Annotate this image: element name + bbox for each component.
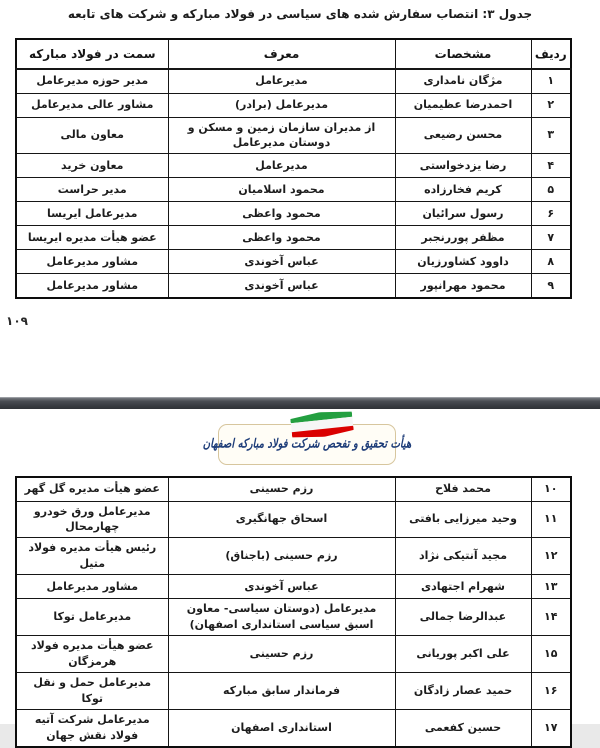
cell-name: حسین کفعمی xyxy=(395,709,531,746)
cell-position: مدیرعامل ایریسا xyxy=(16,202,168,226)
cell-introducer: عباس آخوندی xyxy=(168,274,395,298)
cell-row-number: ۱۲ xyxy=(531,538,571,575)
table-row xyxy=(16,274,571,298)
cell-introducer: فرماندار سابق مبارکه xyxy=(168,673,395,710)
cell-position: عضو هیأت مدیره ایریسا xyxy=(16,226,168,250)
page-separator-bar xyxy=(0,397,600,409)
cell-position: معاون مالی xyxy=(16,117,168,154)
cell-position: مدیرعامل شرکت آتیه فولاد نقش جهان xyxy=(16,709,168,746)
cell-position: عضو هیأت مدیره گل گهر xyxy=(16,477,168,501)
cell-name: احمدرضا عظیمیان xyxy=(395,93,531,117)
page-number: ۱۰۹ xyxy=(6,314,28,328)
cell-name: وحید میرزایی بافتی xyxy=(395,501,531,538)
cell-name: علی اکبر پوریانی xyxy=(395,636,531,673)
header-cell-row-number: ردیف xyxy=(531,39,571,69)
table-row xyxy=(16,599,571,636)
appointments-table-1 xyxy=(15,38,572,299)
committee-logo-text: هیأت تحقیق و تفحص شرکت فولاد مبارکه اصفهان xyxy=(202,437,412,452)
cell-introducer: مدیرعامل xyxy=(168,154,395,178)
cell-row-number: ۱۳ xyxy=(531,575,571,599)
cell-position: عضو هیأت مدیره فولاد هرمزگان xyxy=(16,636,168,673)
table-row xyxy=(16,575,571,599)
cell-position: مشاور مدیرعامل xyxy=(16,274,168,298)
table-row xyxy=(16,226,571,250)
cell-row-number: ۱۴ xyxy=(531,599,571,636)
cell-introducer: محمود واعظی xyxy=(168,202,395,226)
cell-introducer: رزم حسینی xyxy=(168,636,395,673)
cell-row-number: ۶ xyxy=(531,202,571,226)
committee-logo xyxy=(202,424,412,465)
cell-name: مظفر پوررنجبر xyxy=(395,226,531,250)
cell-introducer: محمود واعظی xyxy=(168,226,395,250)
cell-row-number: ۹ xyxy=(531,274,571,298)
cell-introducer: استانداری اصفهان xyxy=(168,709,395,746)
cell-row-number: ۷ xyxy=(531,226,571,250)
page-title: جدول ۳: انتصاب سفارش شده های سیاسی در فولاد مبارکه و شرکت های تابعه xyxy=(67,7,533,21)
header-cell-introducer: معرف xyxy=(168,39,395,69)
cell-introducer: مدیرعامل (دوستان سیاسی- معاون اسبق سیاسی استانداری اصفهان) xyxy=(168,599,395,636)
cell-introducer: عباس آخوندی xyxy=(168,575,395,599)
cell-name: شهرام اجتهادی xyxy=(395,575,531,599)
cell-position: معاون خرید xyxy=(16,154,168,178)
cell-row-number: ۲ xyxy=(531,93,571,117)
cell-introducer: محمود اسلامیان xyxy=(168,178,395,202)
cell-name: محسن رضیعی xyxy=(395,117,531,154)
table-row xyxy=(16,673,571,710)
table-row xyxy=(16,709,571,746)
cell-name: رضا یزدخواستی xyxy=(395,154,531,178)
cell-name: محمود مهرانپور xyxy=(395,274,531,298)
cell-introducer: اسحاق جهانگیری xyxy=(168,501,395,538)
cell-introducer: عباس آخوندی xyxy=(168,250,395,274)
table-row xyxy=(16,477,571,501)
cell-introducer: از مدیران سازمان زمین و مسکن و دوستان مدیرعامل xyxy=(168,117,395,154)
cell-position: مدیرعامل حمل و نقل توکا xyxy=(16,673,168,710)
iran-flag-icon xyxy=(290,408,354,441)
cell-row-number: ۱۷ xyxy=(531,709,571,746)
appointments-table-2 xyxy=(15,476,572,748)
table-row xyxy=(16,93,571,117)
cell-introducer: رزم حسینی (باجناق) xyxy=(168,538,395,575)
cell-name: کریم فخارزاده xyxy=(395,178,531,202)
cell-row-number: ۴ xyxy=(531,154,571,178)
table-row xyxy=(16,154,571,178)
table-row xyxy=(16,501,571,538)
cell-position: مشاور عالی مدیرعامل xyxy=(16,93,168,117)
table-row xyxy=(16,69,571,93)
cell-position: مشاور مدیرعامل xyxy=(16,250,168,274)
header-cell-position: سمت در فولاد مبارکه xyxy=(16,39,168,69)
cell-position: مدیر حراست xyxy=(16,178,168,202)
cell-position: مدیرعامل توکا xyxy=(16,599,168,636)
table-row xyxy=(16,538,571,575)
cell-row-number: ۱۰ xyxy=(531,477,571,501)
cell-position: مدیر حوزه مدیرعامل xyxy=(16,69,168,93)
table-row xyxy=(16,250,571,274)
cell-row-number: ۳ xyxy=(531,117,571,154)
cell-name: داوود کشاورزیان xyxy=(395,250,531,274)
header-cell-name: مشخصات xyxy=(395,39,531,69)
table-row xyxy=(16,117,571,154)
cell-row-number: ۱۶ xyxy=(531,673,571,710)
table-header-row xyxy=(16,39,571,69)
cell-row-number: ۱۱ xyxy=(531,501,571,538)
cell-introducer: مدیرعامل xyxy=(168,69,395,93)
table-row xyxy=(16,178,571,202)
cell-name: مژگان نامداری xyxy=(395,69,531,93)
cell-introducer: رزم حسینی xyxy=(168,477,395,501)
cell-position: رئیس هیأت مدیره فولاد متیل xyxy=(16,538,168,575)
table-row xyxy=(16,202,571,226)
cell-name: رسول سرائیان xyxy=(395,202,531,226)
cell-position: مدیرعامل ورق خودرو چهارمحال xyxy=(16,501,168,538)
cell-row-number: ۱ xyxy=(531,69,571,93)
cell-position: مشاور مدیرعامل xyxy=(16,575,168,599)
cell-name: مجید آنتیکی نژاد xyxy=(395,538,531,575)
cell-name: حمید عصار زادگان xyxy=(395,673,531,710)
cell-row-number: ۱۵ xyxy=(531,636,571,673)
cell-name: عبدالرضا جمالی xyxy=(395,599,531,636)
cell-row-number: ۸ xyxy=(531,250,571,274)
table-row xyxy=(16,636,571,673)
cell-name: محمد فلاح xyxy=(395,477,531,501)
cell-row-number: ۵ xyxy=(531,178,571,202)
cell-introducer: مدیرعامل (برادر) xyxy=(168,93,395,117)
